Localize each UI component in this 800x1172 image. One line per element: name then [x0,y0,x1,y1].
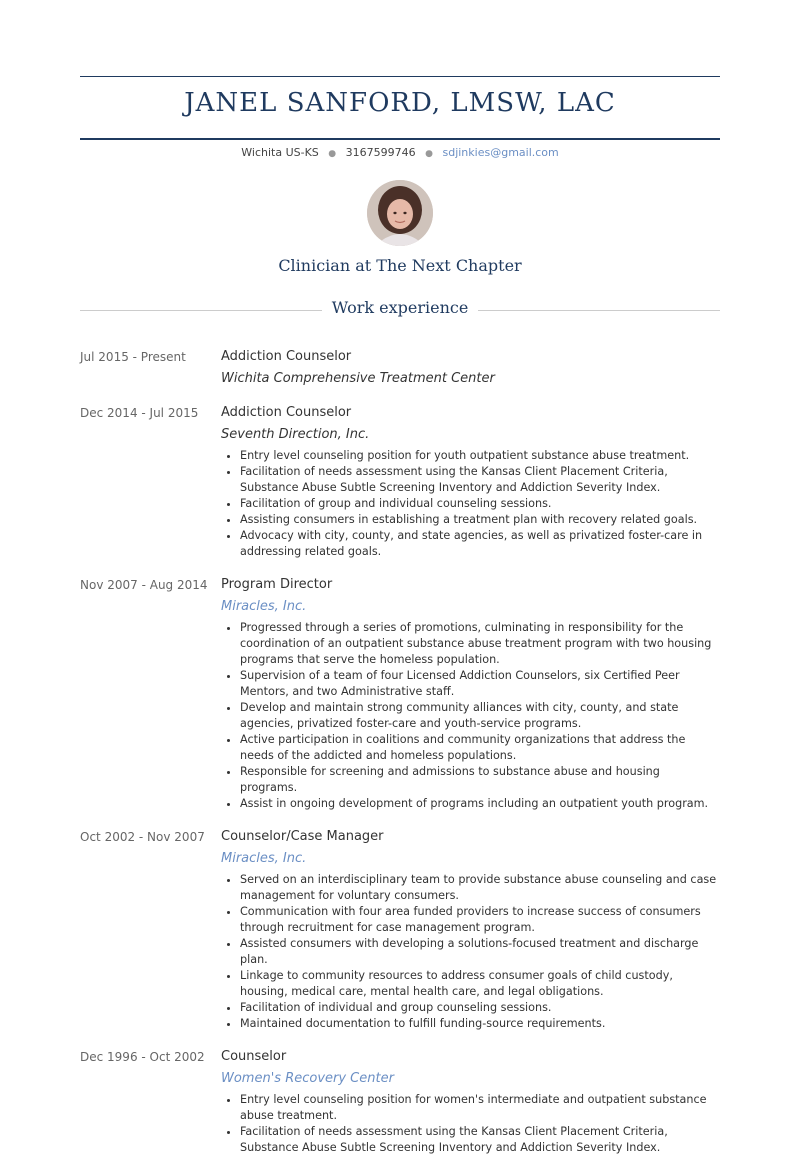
list-item: • Develop and maintain strong community alliances with city, county, and state agencies, privatized foster-care and youth-service programs. [240,700,720,732]
job-company: Seventh Direction, Inc. [221,427,370,442]
list-item: • Facilitation of group and individual counseling sessions. [240,496,720,512]
job-content [221,1048,720,1156]
header-top-rule [80,76,720,77]
job-date: Dec 1996 - Oct 2002 [80,1050,205,1064]
professional-headline: Clinician at The Next Chapter [278,256,522,275]
job-entry [80,576,720,812]
separator-dot-icon: ● [328,149,337,159]
avatar-illustration [367,180,433,246]
profile-photo [367,180,433,246]
job-entry [80,828,720,1032]
list-item: • Facilitation of individual and group counseling sessions. [240,1000,720,1016]
section-title: Work experience [331,298,469,317]
separator-dot-icon: ● [425,149,433,159]
candidate-name: JANEL SANFORD, LMSW, LAC [184,88,616,118]
list-item: • Entry level counseling position for youth outpatient substance abuse treatment. [240,448,720,464]
job-date: Nov 2007 - Aug 2014 [80,578,208,592]
list-item: • Assisted consumers with developing a solutions-focused treatment and discharge plan. [240,936,720,968]
job-bullets [221,448,720,560]
header-bottom-rule [80,138,720,140]
email-link[interactable]: sdjinkies@gmail.com [442,146,559,159]
job-title: Counselor [221,1049,287,1064]
job-content [221,576,720,812]
list-item: • Facilitation of needs assessment using the Kansas Client Placement Criteria, Substance Abuse Subtle Screening Inventory and Addiction Severity Index. [240,1124,720,1156]
job-bullets [221,872,720,1032]
job-date: Jul 2015 - Present [80,350,186,364]
list-item: • Assisting consumers in establishing a treatment plan with recovery related goals. [240,512,720,528]
list-item: • Served on an interdisciplinary team to provide substance abuse counseling and case management for voluntary consumers. [240,872,720,904]
list-item: • Linkage to community resources to address consumer goals of child custody, housing, medical care, mental health care, and legal obligations. [240,968,720,1000]
list-item: • Facilitation of needs assessment using the Kansas Client Placement Criteria, Substance Abuse Subtle Screening Inventory and Addiction Severity Index. [240,464,720,496]
job-title: Addiction Counselor [221,405,352,420]
job-date: Oct 2002 - Nov 2007 [80,830,205,844]
list-item: • Communication with four area funded providers to increase success of consumers through recruitment for case management program. [240,904,720,936]
job-entry [80,348,720,388]
list-item: • Entry level counseling position for women's intermediate and outpatient substance abuse treatment. [240,1092,720,1124]
job-company-link[interactable]: Miracles, Inc. [221,599,307,614]
job-entry [80,404,720,560]
job-date: Dec 2014 - Jul 2015 [80,406,199,420]
list-item: • Maintained documentation to fulfill funding-source requirements. [240,1016,720,1032]
job-company-link[interactable]: Miracles, Inc. [221,851,307,866]
list-item: • Progressed through a series of promotions, culminating in responsibility for the coordination of an outpatient substance abuse treatment program with two housing programs that serve the homeless population. [240,620,720,668]
job-title: Counselor/Case Manager [221,829,384,844]
work-experience-heading [80,298,720,320]
job-company-link[interactable]: Women's Recovery Center [221,1071,394,1086]
job-content [221,828,720,1032]
list-item: • Supervision of a team of four Licensed Addiction Counselors, six Certified Peer Mentors, and two Administrative staff. [240,668,720,700]
job-title: Addiction Counselor [221,349,352,364]
job-company: Wichita Comprehensive Treatment Center [221,371,495,386]
job-content [221,348,720,388]
list-item: • Responsible for screening and admissions to substance abuse and housing programs. [240,764,720,796]
job-bullets [221,620,720,812]
job-content [221,404,720,560]
job-entry [80,1048,720,1156]
job-list [80,348,720,1172]
job-bullets [221,1092,720,1156]
list-item: • Advocacy with city, county, and state agencies, as well as privatized foster-care in addressing related goals. [240,528,720,560]
location-text: Wichita US-KS [241,146,319,159]
heading-rule-right [478,310,720,311]
list-item: • Active participation in coalitions and community organizations that address the needs of the addicted and homeless populations. [240,732,720,764]
phone-text: 3167599746 [345,146,416,159]
contact-line [0,146,800,159]
job-title: Program Director [221,577,333,592]
list-item: • Assist in ongoing development of programs including an outpatient youth program. [240,796,720,812]
